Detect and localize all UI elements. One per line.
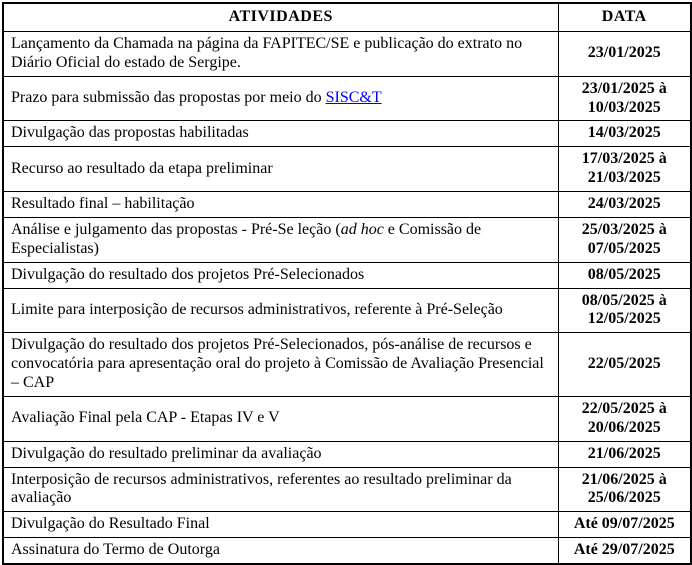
activity-text: Recurso ao resultado da etapa preliminar	[11, 159, 273, 177]
table-row	[3, 217, 691, 262]
table-row	[3, 147, 691, 192]
date-cell: Até 29/07/2025	[558, 538, 691, 564]
table-row	[3, 76, 691, 121]
activity-text: Divulgação das propostas habilitadas	[11, 124, 249, 142]
table-row	[3, 121, 691, 147]
table-row	[3, 31, 691, 76]
activity-cell	[3, 538, 558, 564]
activity-cell	[3, 192, 558, 218]
italic-text: ad hoc	[340, 220, 384, 238]
table-row	[3, 396, 691, 441]
activities-schedule-table	[2, 2, 692, 565]
date-cell: 21/06/2025 à 25/06/2025	[558, 467, 691, 512]
activity-text: Resultado final – habilitação	[11, 195, 195, 212]
activity-text: Divulgação do resultado dos projetos Pré-Selecionados, pós-análise de recursos e convocatória para apresentação oral do projeto à Comissão de Avaliação Presencial – CAP	[11, 336, 544, 391]
activity-text: Interposição de recursos administrativos, referentes ao resultado preliminar da avaliação	[11, 470, 512, 507]
date-cell: 17/03/2025 à 21/03/2025	[558, 147, 691, 192]
date-cell: 24/03/2025	[558, 192, 691, 218]
date-cell: 25/03/2025 à 07/05/2025	[558, 217, 691, 262]
header-row	[3, 3, 691, 31]
sisct-link[interactable]: SISC&T	[325, 89, 382, 107]
activity-text: Divulgação do resultado dos projetos Pré-Selecionados	[11, 265, 365, 283]
date-cell: 08/05/2025	[558, 262, 691, 288]
activity-text: Análise e julgamento das propostas - Pré-Se leção (	[11, 220, 341, 238]
table-row	[3, 262, 691, 288]
date-cell: 22/05/2025	[558, 333, 691, 397]
activity-text: Assinatura do Termo de Outorga	[11, 541, 220, 559]
activity-cell	[3, 512, 558, 538]
table-row	[3, 288, 691, 333]
table-row	[3, 467, 691, 512]
activity-text: Divulgação do Resultado Final	[11, 515, 210, 533]
activity-text: Avaliação Final pela CAP - Etapas IV e V	[11, 409, 280, 427]
activity-cell	[3, 31, 558, 76]
date-cell: 21/06/2025	[558, 441, 691, 467]
date-cell: 08/05/2025 à 12/05/2025	[558, 288, 691, 333]
table-row	[3, 441, 691, 467]
activity-cell	[3, 217, 558, 262]
activity-cell	[3, 441, 558, 467]
activity-text: Prazo para submissão das propostas por meio do	[11, 89, 326, 107]
table-row	[3, 192, 691, 218]
table-row	[3, 538, 691, 564]
activity-text: Lançamento da Chamada na página da FAPITEC/SE e publicação do extrato no Diário Oficial do estado de Sergipe.	[11, 34, 523, 71]
activity-cell	[3, 396, 558, 441]
column-header-atividades: ATIVIDADES	[3, 3, 558, 31]
date-cell: 23/01/2025	[558, 31, 691, 76]
table-row	[3, 333, 691, 397]
activity-cell	[3, 147, 558, 192]
activity-cell	[3, 288, 558, 333]
date-cell: 22/05/2025 à 20/06/2025	[558, 396, 691, 441]
activity-text: e Comissão de Especialistas)	[11, 220, 482, 257]
date-cell: Até 09/07/2025	[558, 512, 691, 538]
activity-cell	[3, 121, 558, 147]
date-cell: 14/03/2025	[558, 121, 691, 147]
date-cell: 23/01/2025 à 10/03/2025	[558, 76, 691, 121]
column-header-data: DATA	[558, 3, 691, 31]
activity-text: Divulgação do resultado preliminar da avaliação	[11, 444, 322, 462]
activity-text: Limite para interposição de recursos administrativos, referente à Pré-Seleção	[11, 300, 503, 318]
activity-cell	[3, 467, 558, 512]
activity-cell	[3, 262, 558, 288]
table-row	[3, 512, 691, 538]
activity-cell	[3, 76, 558, 121]
activity-cell	[3, 333, 558, 397]
